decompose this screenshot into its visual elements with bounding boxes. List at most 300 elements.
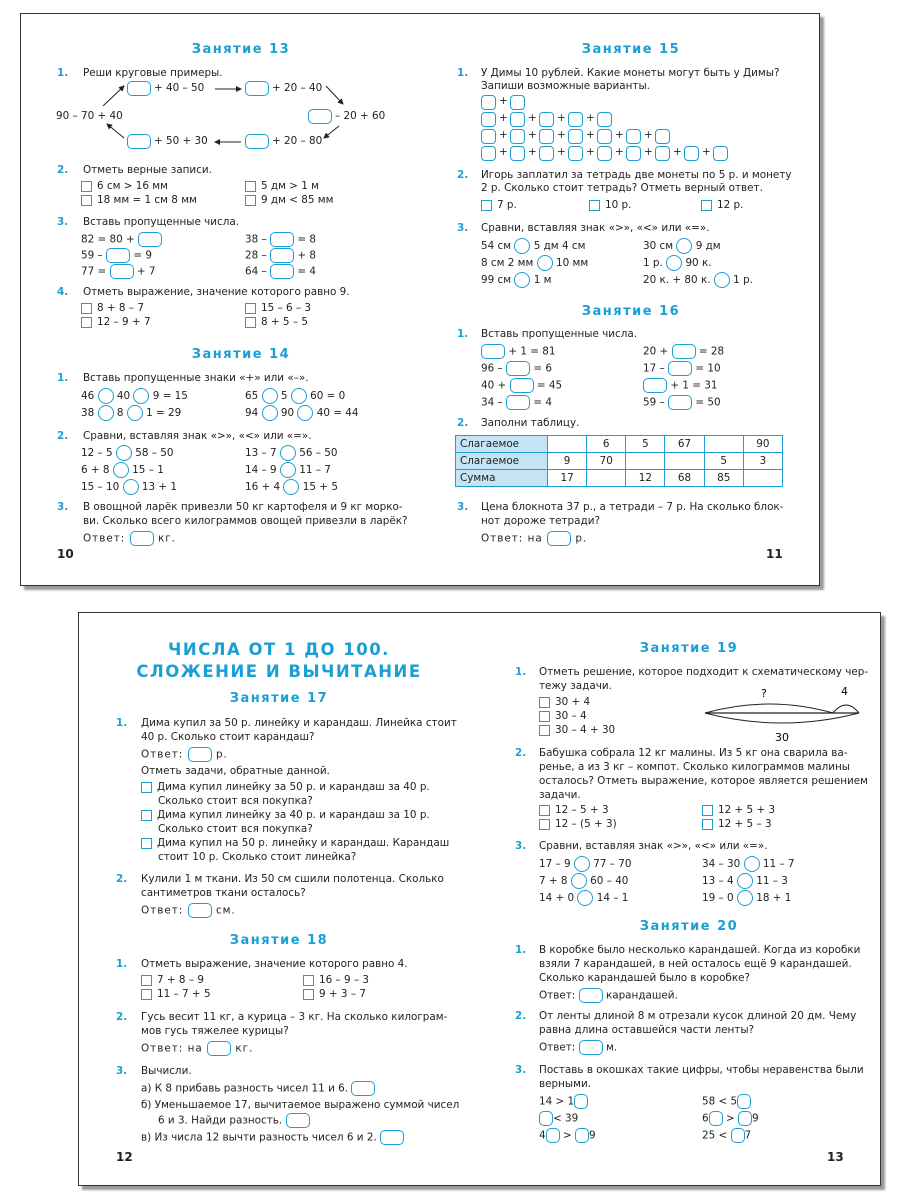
answer-box[interactable]	[286, 1113, 310, 1128]
coin-box[interactable]	[597, 146, 612, 161]
answer-box[interactable]	[270, 232, 294, 247]
sign-circle[interactable]	[98, 388, 114, 404]
answer-box[interactable]	[668, 395, 692, 410]
option[interactable]: 9 + 3 – 7	[303, 988, 366, 1001]
inequality: 4 > 9	[539, 1129, 596, 1142]
checkbox[interactable]	[702, 805, 713, 816]
checkbox[interactable]	[245, 195, 256, 206]
task-text: Отметь верные записи.	[83, 164, 212, 176]
sign-circle[interactable]	[113, 462, 129, 478]
option[interactable]: 12 + 5 + 3	[702, 804, 775, 817]
lesson-17-title: Занятие 17	[229, 691, 329, 706]
task-text: верными.	[539, 1078, 592, 1090]
page-number: 13	[827, 1150, 844, 1164]
coin-box[interactable]	[655, 146, 670, 161]
digit-box[interactable]	[709, 1111, 723, 1126]
plus-sign: +	[702, 146, 711, 158]
sub-task: б) Уменьшаемое 17, вычитаемое выражено суммой чисел	[141, 1099, 460, 1111]
task-number: 2.	[515, 1010, 527, 1022]
coin-box[interactable]	[510, 129, 525, 144]
task-text: Вычисли.	[141, 1065, 192, 1077]
task-number: 1.	[116, 958, 128, 970]
sum-table	[455, 435, 783, 487]
task-text: Сравни, вставляя знак «>», «<» или «=».	[539, 840, 768, 852]
sign-circle[interactable]	[127, 405, 143, 421]
lesson-16-title: Занятие 16	[581, 304, 681, 319]
checkbox[interactable]	[539, 805, 550, 816]
circle-op: + 20 – 40	[272, 82, 323, 94]
segment-diagram	[699, 683, 869, 743]
option[interactable]	[81, 180, 168, 193]
inequality: 6 > 9	[702, 1112, 759, 1125]
sub-task: 6 и 3. Найди разность.	[158, 1113, 310, 1128]
task-number: 2.	[116, 1011, 128, 1023]
option-text: 5 дм > 1 м	[261, 180, 320, 192]
answer-box[interactable]	[188, 903, 212, 918]
plus-sign: +	[586, 129, 595, 141]
sign-row: 65 5 60 = 0	[245, 390, 346, 402]
compare-row: 14 – 9 11 – 7	[245, 464, 331, 476]
checkbox[interactable]	[245, 181, 256, 192]
option[interactable]: 7 + 8 – 9	[141, 974, 204, 987]
coin-box[interactable]	[510, 95, 525, 110]
sign-circle[interactable]	[676, 238, 692, 254]
checkbox[interactable]	[539, 697, 550, 708]
coin-box[interactable]	[626, 129, 641, 144]
checkbox[interactable]	[589, 200, 600, 211]
task-text: осталось? Отметь выражение, которое является решением	[539, 775, 869, 787]
lesson-13-title: Занятие 13	[191, 42, 291, 57]
option[interactable]: 12 – (5 + 3)	[539, 818, 617, 831]
sign-circle[interactable]	[737, 873, 753, 889]
equation: 28 – + 8	[245, 249, 316, 262]
option-text: Сколько стоит вся покупка?	[158, 823, 313, 835]
equation: + 1 = 81	[481, 344, 555, 359]
answer-box[interactable]	[207, 1041, 231, 1056]
sign-circle[interactable]	[574, 856, 590, 872]
answer-box[interactable]	[547, 531, 571, 546]
task-text: Игорь заплатил за тетрадь две монеты по 5 р. и монету	[481, 169, 792, 181]
plus-sign: +	[528, 112, 537, 124]
sign-circle[interactable]	[737, 890, 753, 906]
coin-box[interactable]	[655, 129, 670, 144]
task-text: ренье, а из 3 кг – компот. Сколько килограммов малины	[539, 761, 850, 773]
option[interactable]: Дима купил линейку за 40 р. и карандаш за 10 р.	[141, 809, 430, 822]
option-text: стоит 10 р. Сколько стоит линейка?	[158, 851, 357, 863]
compare-row: 6 + 8 15 – 1	[81, 464, 164, 476]
task-text: Вставь пропущенные знаки «+» или «–».	[83, 372, 309, 384]
plus-sign: +	[557, 112, 566, 124]
task-text: Цена блокнота 37 р., а тетради – 7 р. На сколько блок-	[481, 501, 784, 513]
task-number: 1.	[457, 328, 469, 340]
task-text: Заполни таблицу.	[481, 417, 580, 429]
option[interactable]	[245, 180, 319, 193]
task-text: мов гусь тяжелее курицы?	[141, 1025, 289, 1037]
option[interactable]	[81, 194, 197, 207]
option[interactable]: 7 р.	[481, 199, 517, 212]
task-number: 1.	[457, 67, 469, 79]
answer-box[interactable]	[579, 1040, 603, 1055]
option[interactable]: 30 – 4 + 30	[539, 724, 615, 737]
sign-circle[interactable]	[514, 272, 530, 288]
task-text: Отметь решение, которое подходит к схематическому чер-	[539, 666, 869, 678]
sign-row: 38 8 1 = 29	[81, 407, 182, 419]
coin-box[interactable]	[568, 112, 583, 127]
task-number: 3.	[515, 840, 527, 852]
plus-sign: +	[644, 129, 653, 141]
equation: 82 = 80 +	[81, 232, 162, 247]
task-text: 2 р. Сколько стоит тетрадь? Отметь верный ответ.	[481, 182, 763, 194]
task-text: взяли 7 карандашей, в ней осталось ещё 9 карандашей.	[539, 958, 852, 970]
compare-row: 17 – 9 77 – 70	[539, 858, 632, 870]
page-number: 10	[57, 547, 74, 561]
coin-box[interactable]	[539, 129, 554, 144]
option[interactable]: 12 – 5 + 3	[539, 804, 609, 817]
equation: 59 – = 50	[643, 396, 721, 409]
sign-circle[interactable]	[714, 272, 730, 288]
task-text: Бабушка собрала 12 кг малины. Из 5 кг она сварила ва-	[539, 747, 848, 759]
arrow	[326, 86, 343, 104]
sign-circle[interactable]	[280, 462, 296, 478]
coin-box[interactable]	[626, 146, 641, 161]
answer-box[interactable]	[510, 378, 534, 393]
sign-circle[interactable]	[291, 388, 307, 404]
chapter-heading: ЧИСЛА ОТ 1 ДО 100.	[168, 640, 390, 659]
digit-box[interactable]	[546, 1128, 560, 1143]
spread-pages-10-11	[20, 13, 820, 586]
compare-row: 8 см 2 мм 10 мм	[481, 257, 589, 269]
checkbox[interactable]	[701, 200, 712, 211]
task-text: В овощной ларёк привезли 50 кг картофеля и 9 кг морко-	[83, 501, 403, 513]
spread-pages-12-13	[78, 612, 881, 1186]
answer-box[interactable]	[672, 344, 696, 359]
option[interactable]	[245, 194, 333, 207]
label-thirty: 30	[775, 731, 789, 743]
compare-row: 13 – 7 56 – 50	[245, 447, 338, 459]
answer-box[interactable]	[506, 395, 530, 410]
option[interactable]: 15 – 6 – 3	[245, 302, 311, 315]
answer-box[interactable]	[380, 1130, 404, 1145]
answer-box[interactable]	[106, 248, 130, 263]
circle-op: + 50 + 30	[154, 135, 208, 147]
inequality: < 39	[539, 1111, 578, 1126]
plus-sign: +	[586, 112, 595, 124]
compare-row: 7 + 8 60 – 40	[539, 875, 629, 887]
coin-box[interactable]	[481, 146, 496, 161]
equation: 17 – = 10	[643, 362, 721, 375]
checkbox[interactable]	[539, 711, 550, 722]
compare-row: 54 см 5 дм 4 см	[481, 240, 586, 252]
task-number: 1.	[515, 944, 527, 956]
compare-row: 19 – 0 18 + 1	[702, 892, 792, 904]
task-number: 2.	[457, 169, 469, 181]
answer-line: Ответ: на р.	[481, 532, 588, 545]
checkbox[interactable]	[539, 725, 550, 736]
option[interactable]: Дима купил на 50 р. линейку и карандаш. Карандаш	[141, 837, 449, 850]
sign-circle[interactable]	[577, 890, 593, 906]
sign-circle[interactable]	[280, 445, 296, 461]
task-text: 40 р. Сколько стоит карандаш?	[141, 731, 315, 743]
option[interactable]: 11 – 7 + 5	[141, 988, 211, 1001]
checkbox[interactable]	[539, 819, 550, 830]
label-four: 4	[841, 685, 848, 698]
answer-line: Ответ: карандашей.	[539, 989, 678, 1002]
plus-sign: +	[499, 95, 508, 107]
answer-box[interactable]	[270, 248, 294, 263]
task-text: Сколько карандашей было в коробке?	[539, 972, 751, 984]
equation: 77 = + 7	[81, 265, 156, 278]
coin-box[interactable]	[510, 146, 525, 161]
option[interactable]: 8 + 8 – 7	[81, 302, 144, 315]
compare-row: 13 – 4 11 – 3	[702, 875, 788, 887]
task-text: От ленты длиной 8 м отрезали кусок длиной 20 дм. Чему	[539, 1010, 857, 1022]
task-text: Дима купил за 50 р. линейку и карандаш. Линейка стоит	[141, 717, 457, 729]
task-number: 1.	[57, 372, 69, 384]
task-number: 2.	[57, 430, 69, 442]
circle-op: + 40 – 50	[154, 82, 205, 94]
coin-box[interactable]	[481, 129, 496, 144]
task-number: 2.	[515, 747, 527, 759]
compare-row: 15 – 10 13 + 1	[81, 481, 178, 493]
checkbox[interactable]	[245, 317, 256, 328]
equation: 34 – = 4	[481, 396, 552, 409]
answer-box[interactable]	[110, 264, 134, 279]
compare-row: 12 – 5 58 – 50	[81, 447, 174, 459]
answer-box[interactable]	[138, 232, 162, 247]
option[interactable]: 8 + 5 – 5	[245, 316, 308, 329]
task-text: задачи.	[539, 789, 581, 801]
label-question: ?	[761, 687, 767, 700]
task-text: Гусь весит 11 кг, а курица – 3 кг. На сколько килограм-	[141, 1011, 448, 1023]
coin-box[interactable]	[510, 112, 525, 127]
arrow	[103, 86, 124, 106]
task-text: Сравни, вставляя знак «>», «<» или «=».	[481, 222, 710, 234]
task-number: 3.	[457, 501, 469, 513]
digit-box[interactable]	[574, 1094, 588, 1109]
answer-line: Ответ: кг.	[83, 532, 176, 545]
sign-circle[interactable]	[283, 479, 299, 495]
digit-box[interactable]	[575, 1128, 589, 1143]
lesson-20-title: Занятие 20	[639, 919, 739, 934]
digit-box[interactable]	[731, 1128, 745, 1143]
coin-box[interactable]	[597, 112, 612, 127]
option[interactable]: 16 – 9 – 3	[303, 974, 369, 987]
answer-box[interactable]	[270, 264, 294, 279]
checkbox[interactable]	[81, 303, 92, 314]
coin-box[interactable]	[539, 146, 554, 161]
answer-box[interactable]	[668, 361, 692, 376]
plus-sign: +	[673, 146, 682, 158]
task-text: У Димы 10 рублей. Какие монеты могут быть у Димы?	[481, 67, 780, 79]
answer-box[interactable]	[481, 344, 505, 359]
option[interactable]: Дима купил линейку за 50 р. и карандаш за 40 р.	[141, 781, 430, 794]
circle-op: – 20 + 60	[335, 110, 386, 122]
plus-sign: +	[528, 146, 537, 158]
plus-sign: +	[615, 146, 624, 158]
checkbox[interactable]	[141, 782, 152, 793]
task-text: Реши круговые примеры.	[83, 67, 223, 79]
sign-circle[interactable]	[537, 255, 553, 271]
task-text: Отметь задачи, обратные данной.	[141, 765, 330, 777]
task-text: В коробке было несколько карандашей. Когда из коробки	[539, 944, 861, 956]
task-text: Вставь пропущенные числа.	[481, 328, 638, 340]
answer-box[interactable]	[188, 747, 212, 762]
answer-box[interactable]	[130, 531, 154, 546]
compare-row: 34 – 30 11 – 7	[702, 858, 795, 870]
sign-circle[interactable]	[744, 856, 760, 872]
circle-start: 90 – 70 + 40	[56, 110, 123, 122]
arrow	[107, 124, 124, 138]
answer-line: Ответ: см.	[141, 904, 236, 917]
lesson-14-title: Занятие 14	[191, 347, 291, 362]
task-text: сантиметров ткани осталось?	[141, 887, 306, 899]
checkbox[interactable]	[303, 975, 314, 986]
plus-sign: +	[557, 146, 566, 158]
lesson-18-title: Занятие 18	[229, 933, 329, 948]
task-text: Поставь в окошках такие цифры, чтобы неравенства были	[539, 1064, 864, 1076]
task-text: Сравни, вставляя знак «>», «<» или «=».	[83, 430, 312, 442]
checkbox[interactable]	[245, 303, 256, 314]
task-number: 2.	[116, 873, 128, 885]
equation: + 1 = 31	[643, 378, 717, 393]
sign-row: 46 40 9 = 15	[81, 390, 188, 402]
sign-circle[interactable]	[666, 255, 682, 271]
sub-task: в) Из числа 12 вычти разность чисел 6 и 2.	[141, 1130, 404, 1145]
task-number: 1.	[116, 717, 128, 729]
compare-row: 1 р. 90 к.	[643, 257, 712, 269]
plus-sign: +	[644, 146, 653, 158]
page-number: 12	[116, 1150, 133, 1164]
sign-circle[interactable]	[571, 873, 587, 889]
chapter-heading: СЛОЖЕНИЕ И ВЫЧИТАНИЕ	[136, 662, 422, 681]
sign-circle[interactable]	[262, 405, 278, 421]
sign-circle[interactable]	[514, 238, 530, 254]
sign-circle[interactable]	[133, 388, 149, 404]
digit-box[interactable]	[737, 1094, 751, 1109]
sign-row: 94 90 40 = 44	[245, 407, 359, 419]
answer-box[interactable]	[506, 361, 530, 376]
option[interactable]: 12 – 9 + 7	[81, 316, 151, 329]
plus-sign: +	[499, 112, 508, 124]
coin-box[interactable]	[568, 146, 583, 161]
equation: 38 – = 8	[245, 233, 316, 246]
small-arc	[833, 705, 859, 713]
inequality: 14 > 1	[539, 1094, 588, 1109]
plus-sign: +	[499, 146, 508, 158]
option[interactable]: 12 р.	[701, 199, 743, 212]
checkbox[interactable]	[141, 838, 152, 849]
digit-box[interactable]	[738, 1111, 752, 1126]
coin-box[interactable]	[481, 95, 496, 110]
circle-op: + 20 – 80	[272, 135, 323, 147]
option-text: Сколько стоит вся покупка?	[158, 795, 313, 807]
checkbox[interactable]	[702, 819, 713, 830]
answer-line: Ответ: р.	[141, 748, 228, 761]
task-number: 2.	[457, 417, 469, 429]
coin-box[interactable]	[684, 146, 699, 161]
equation: 96 – = 6	[481, 362, 552, 375]
task-number: 3.	[57, 216, 69, 228]
task-number: 3.	[116, 1065, 128, 1077]
upper-arc	[705, 704, 833, 713]
answer-line: Ответ: на кг.	[141, 1042, 254, 1055]
checkbox[interactable]	[141, 975, 152, 986]
plus-sign: +	[615, 129, 624, 141]
checkbox[interactable]	[141, 810, 152, 821]
task-number: 1.	[515, 666, 527, 678]
lesson-19-title: Занятие 19	[639, 641, 739, 656]
checkbox[interactable]	[303, 989, 314, 1000]
equation: 20 + = 28	[643, 345, 725, 358]
option[interactable]: 12 + 5 – 3	[702, 818, 772, 831]
coin-box[interactable]	[481, 112, 496, 127]
compare-row: 16 + 4 15 + 5	[245, 481, 338, 493]
task-number: 4.	[57, 286, 69, 298]
table-row: Слагаемое 6 5 67 90	[456, 436, 783, 453]
sign-circle[interactable]	[116, 445, 132, 461]
task-text: тежу задачи.	[539, 680, 612, 692]
task-text: Запиши возможные варианты.	[481, 80, 650, 92]
answer-box[interactable]	[643, 378, 667, 393]
task-text: Кулили 1 м ткани. Из 50 см сшили полотенца. Сколько	[141, 873, 444, 885]
task-number: 1.	[57, 67, 69, 79]
table-row: Сумма 17 12 68 85	[456, 470, 783, 487]
equation: 59 – = 9	[81, 249, 152, 262]
coin-box[interactable]	[568, 129, 583, 144]
sub-task: а) К 8 прибавь разность чисел 11 и 6.	[141, 1081, 375, 1096]
coin-box[interactable]	[539, 112, 554, 127]
inequality: 58 < 5	[702, 1094, 751, 1109]
option[interactable]: 10 р.	[589, 199, 631, 212]
plus-sign: +	[586, 146, 595, 158]
task-number: 2.	[57, 164, 69, 176]
arrow	[324, 126, 339, 138]
digit-box[interactable]	[539, 1111, 553, 1126]
option-text: 6 см > 16 мм	[97, 180, 168, 192]
compare-row: 99 см 1 м	[481, 274, 552, 286]
sign-circle[interactable]	[262, 388, 278, 404]
checkbox[interactable]	[141, 989, 152, 1000]
task-text: Вставь пропущенные числа.	[83, 216, 240, 228]
plus-sign: +	[499, 129, 508, 141]
sign-circle[interactable]	[123, 479, 139, 495]
page-number: 11	[766, 547, 783, 561]
checkbox[interactable]	[481, 200, 492, 211]
answer-box[interactable]	[351, 1081, 375, 1096]
option[interactable]: 30 – 4	[539, 710, 587, 723]
checkbox[interactable]	[81, 181, 92, 192]
answer-box[interactable]	[579, 988, 603, 1003]
checkbox[interactable]	[81, 195, 92, 206]
compare-row: 14 + 0 14 – 1	[539, 892, 629, 904]
table-row: Слагаемое 9 70 5 3	[456, 453, 783, 470]
option[interactable]: 30 + 4	[539, 696, 590, 709]
task-text: нот дороже тетради?	[481, 515, 600, 527]
equation: 40 + = 45	[481, 379, 563, 392]
task-text: ви. Сколько всего килограммов овощей привезли в ларёк?	[83, 515, 408, 527]
plus-sign: +	[528, 129, 537, 141]
sign-circle[interactable]	[297, 405, 313, 421]
sign-circle[interactable]	[98, 405, 114, 421]
plus-sign: +	[557, 129, 566, 141]
task-text: равна длина оставшейся части ленты?	[539, 1024, 755, 1036]
coin-box[interactable]	[597, 129, 612, 144]
coin-box[interactable]	[713, 146, 728, 161]
inequality: 25 < 7	[702, 1129, 752, 1142]
option-text: 18 мм = 1 см 8 мм	[97, 194, 197, 206]
equation: 64 – = 4	[245, 265, 316, 278]
checkbox[interactable]	[81, 317, 92, 328]
